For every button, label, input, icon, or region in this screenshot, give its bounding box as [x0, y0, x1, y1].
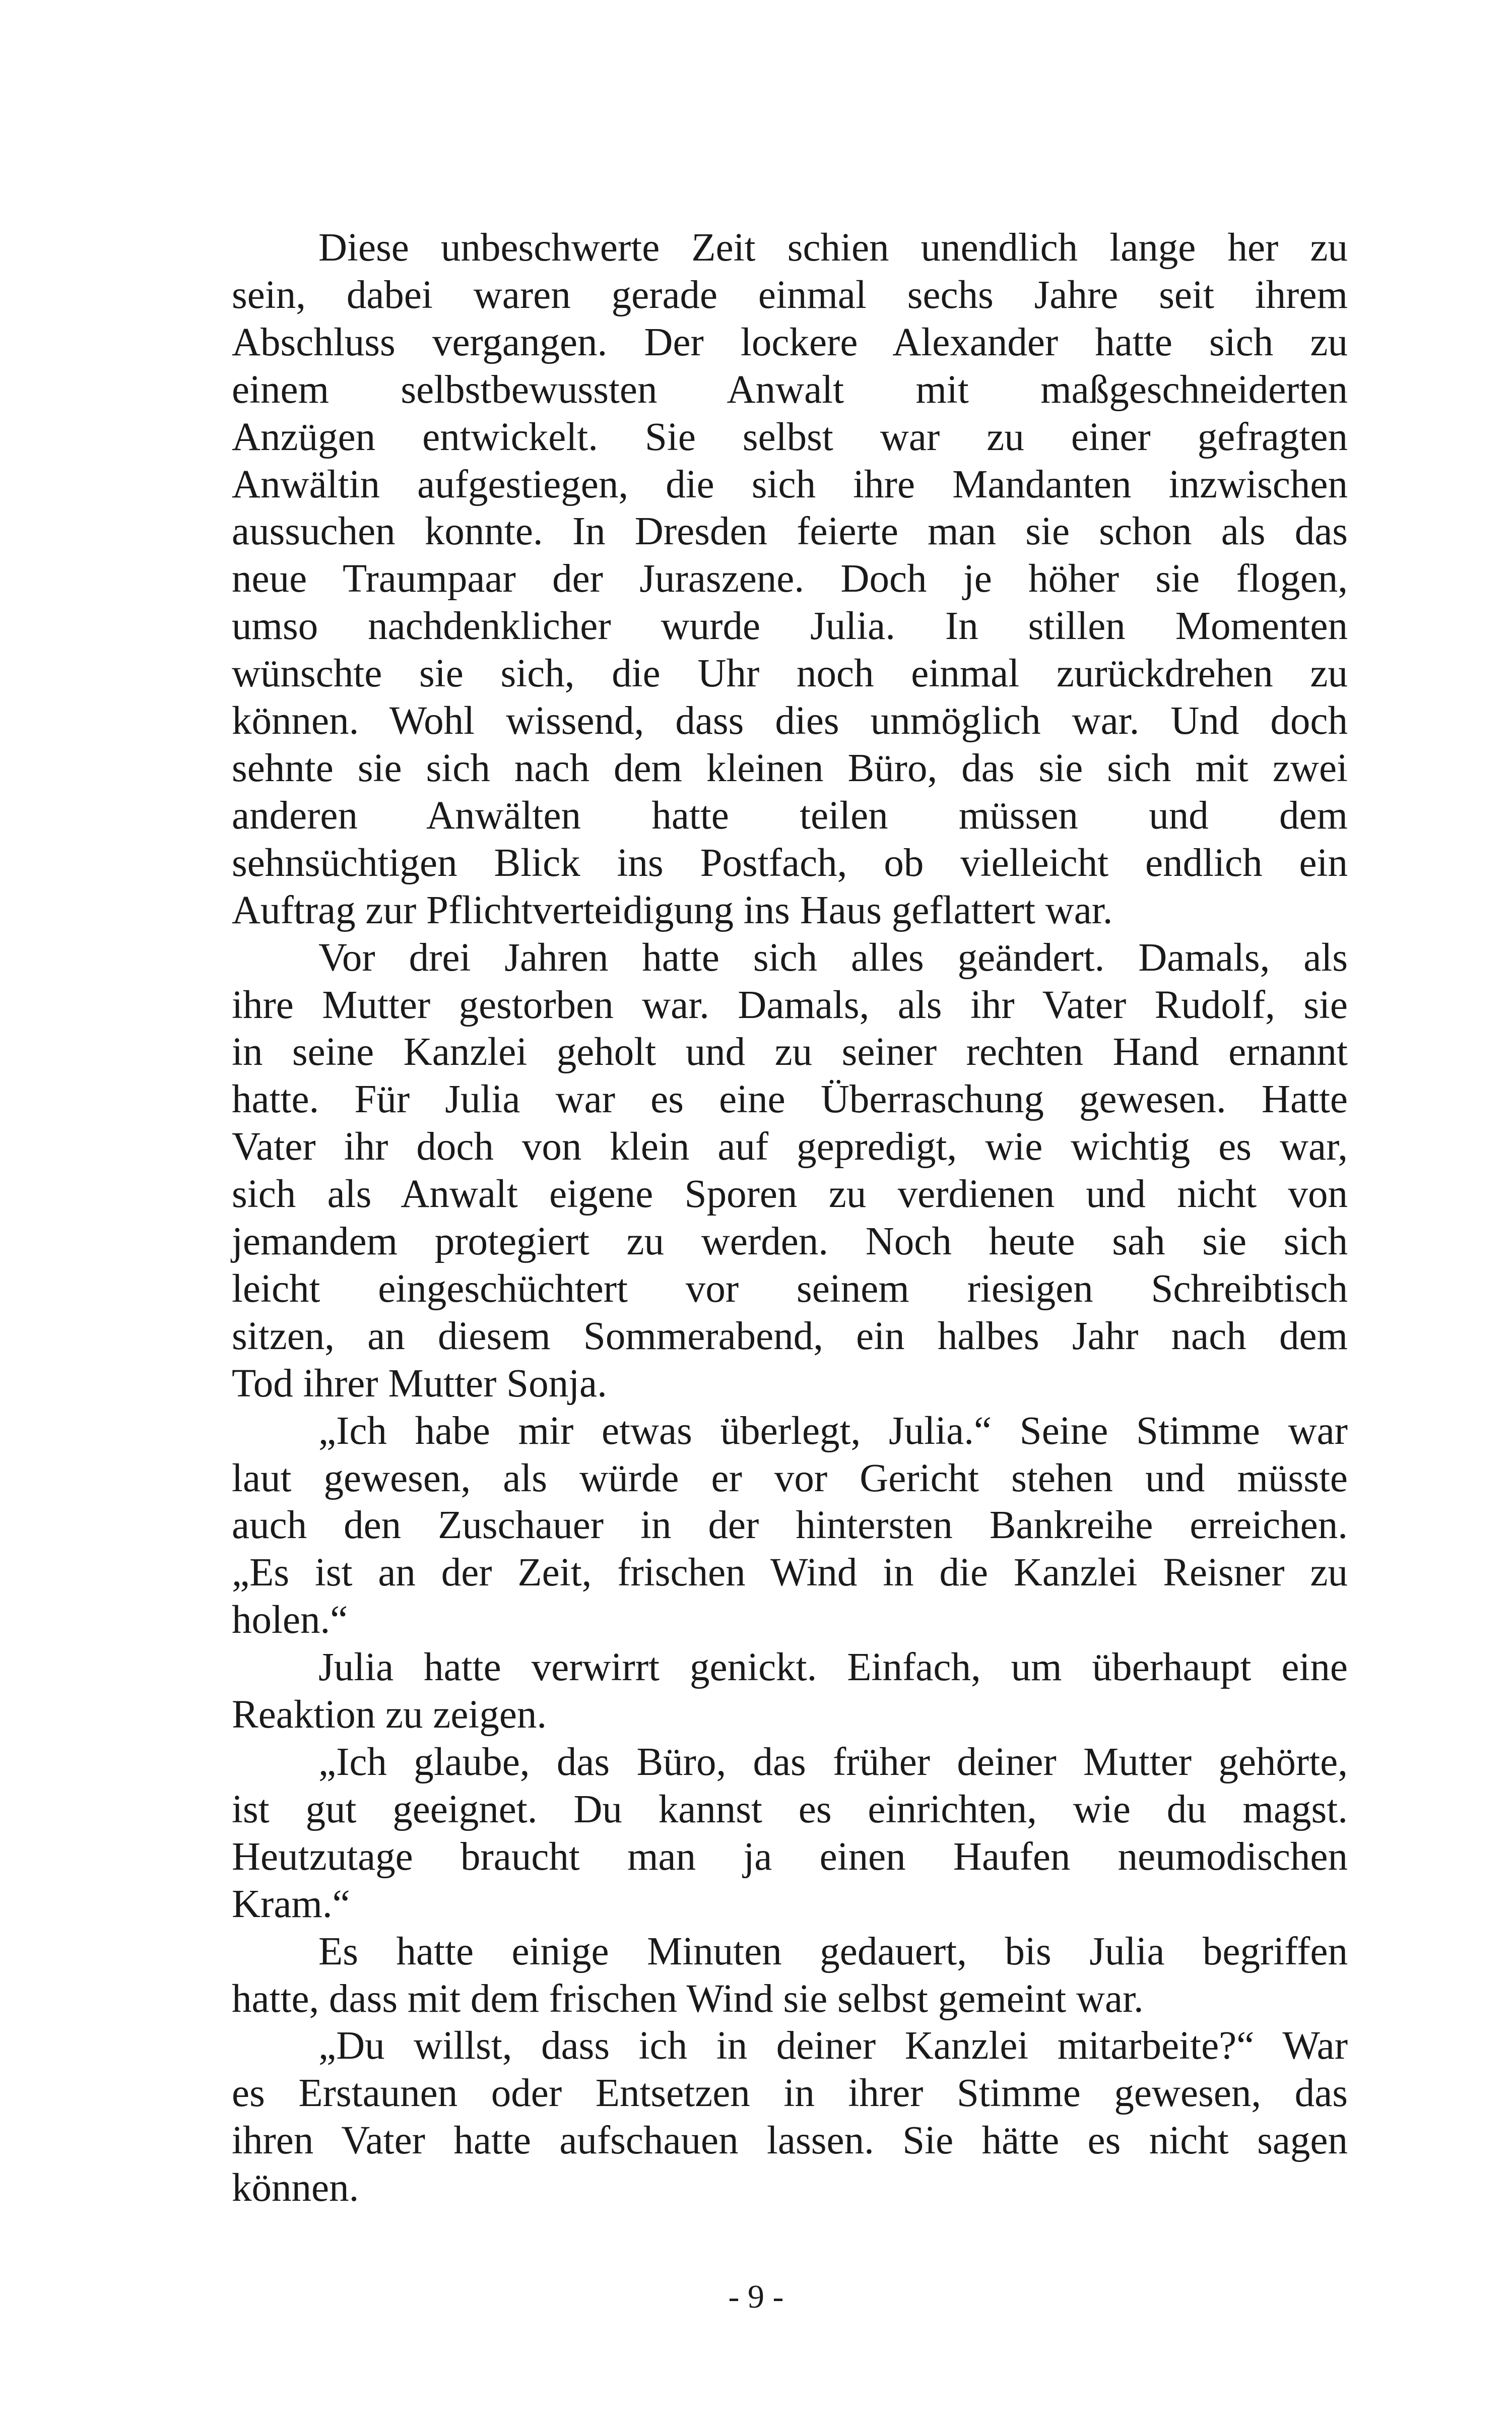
paragraph	[232, 2022, 1348, 2212]
text-line: Es hatte einige Minuten gedauert, bis Julia begriffen	[318, 1929, 1348, 1973]
text-line: wünschte sie sich, die Uhr noch einmal zurückdrehen zu	[232, 652, 1348, 696]
text-line: Tod ihrer Mutter Sonja.	[232, 1361, 607, 1406]
text-line: Kram.“	[232, 1882, 350, 1926]
text-line: Vater ihr doch von klein auf gepredigt, wie wichtig es war,	[232, 1125, 1348, 1169]
text-line: Heutzutage braucht man ja einen Haufen neumodischen	[232, 1834, 1348, 1879]
text-line: hatte. Für Julia war es eine Überraschung gewesen. Hatte	[232, 1077, 1348, 1122]
paragraph	[232, 1644, 1348, 1739]
text-line: Julia hatte verwirrt genickt. Einfach, um überhaupt eine	[318, 1645, 1348, 1690]
text-line: Vor drei Jahren hatte sich alles geändert. Damals, als	[318, 935, 1348, 980]
text-line: leicht eingeschüchtert vor seinem riesigen Schreibtisch	[232, 1266, 1348, 1311]
paragraph	[232, 1739, 1348, 1928]
text-line: „Ich glaube, das Büro, das früher deiner Mutter gehörte,	[318, 1740, 1348, 1784]
text-line: umso nachdenklicher wurde Julia. In stillen Momenten	[232, 604, 1348, 649]
text-line: einem selbstbewussten Anwalt mit maßgeschneiderten	[232, 367, 1348, 412]
text-line: ihre Mutter gestorben war. Damals, als ihr Vater Rudolf, sie	[232, 983, 1348, 1027]
text-line: Abschluss vergangen. Der lockere Alexander hatte sich zu	[232, 320, 1348, 364]
text-line: in seine Kanzlei geholt und zu seiner rechten Hand ernannt	[232, 1030, 1348, 1074]
text-line: holen.“	[232, 1598, 348, 1642]
text-line: ist gut geeignet. Du kannst es einrichten, wie du magst.	[232, 1787, 1348, 1831]
text-line: „Du willst, dass ich in deiner Kanzlei mitarbeite?“ War	[318, 2024, 1348, 2068]
text-line: neue Traumpaar der Juraszene. Doch je höher sie flogen,	[232, 557, 1348, 601]
text-line: jemandem protegiert zu werden. Noch heute sah sie sich	[232, 1220, 1348, 1264]
text-line: sitzen, an diesem Sommerabend, ein halbes Jahr nach dem	[232, 1314, 1348, 1358]
text-line: „Es ist an der Zeit, frischen Wind in die Kanzlei Reisner zu	[232, 1551, 1348, 1595]
text-line: Auftrag zur Pflichtverteidigung ins Haus geflattert war.	[232, 888, 1113, 932]
text-line: laut gewesen, als würde er vor Gericht stehen und müsste	[232, 1456, 1348, 1500]
paragraph	[232, 934, 1348, 1408]
text-line: können.	[232, 2166, 359, 2210]
text-line: sehnsüchtigen Blick ins Postfach, ob vielleicht endlich ein	[232, 841, 1348, 885]
page-number: - 9 -	[728, 2278, 784, 2315]
text-line: hatte, dass mit dem frischen Wind sie selbst gemeint war.	[232, 1977, 1144, 2021]
text-line: sehnte sie sich nach dem kleinen Büro, das sie sich mit zwei	[232, 746, 1348, 790]
text-line: aussuchen konnte. In Dresden feierte man sie schon als das	[232, 510, 1348, 554]
text-line: können. Wohl wissend, dass dies unmöglich war. Und doch	[232, 699, 1348, 743]
text-line: auch den Zuschauer in der hintersten Bankreihe erreichen.	[232, 1503, 1348, 1548]
text-line: „Ich habe mir etwas überlegt, Julia.“ Seine Stimme war	[318, 1409, 1348, 1453]
text-line: Anwältin aufgestiegen, die sich ihre Mandanten inzwischen	[232, 462, 1348, 506]
text-line: Reaktion zu zeigen.	[232, 1693, 547, 1737]
body-text	[232, 224, 1348, 2212]
paragraph	[232, 1408, 1348, 1644]
paragraph	[232, 1928, 1348, 2023]
text-line: sich als Anwalt eigene Sporen zu verdienen und nicht von	[232, 1172, 1348, 1217]
text-line: Diese unbeschwerte Zeit schien unendlich lange her zu	[318, 226, 1348, 270]
text-line: es Erstaunen oder Entsetzen in ihrer Stimme gewesen, das	[232, 2071, 1348, 2116]
text-line: sein, dabei waren gerade einmal sechs Jahre seit ihrem	[232, 273, 1348, 317]
text-line: anderen Anwälten hatte teilen müssen und dem	[232, 793, 1348, 838]
text-line: Anzügen entwickelt. Sie selbst war zu einer gefragten	[232, 415, 1348, 459]
text-line: ihren Vater hatte aufschauen lassen. Sie hätte es nicht sagen	[232, 2119, 1348, 2163]
paragraph	[232, 224, 1348, 934]
